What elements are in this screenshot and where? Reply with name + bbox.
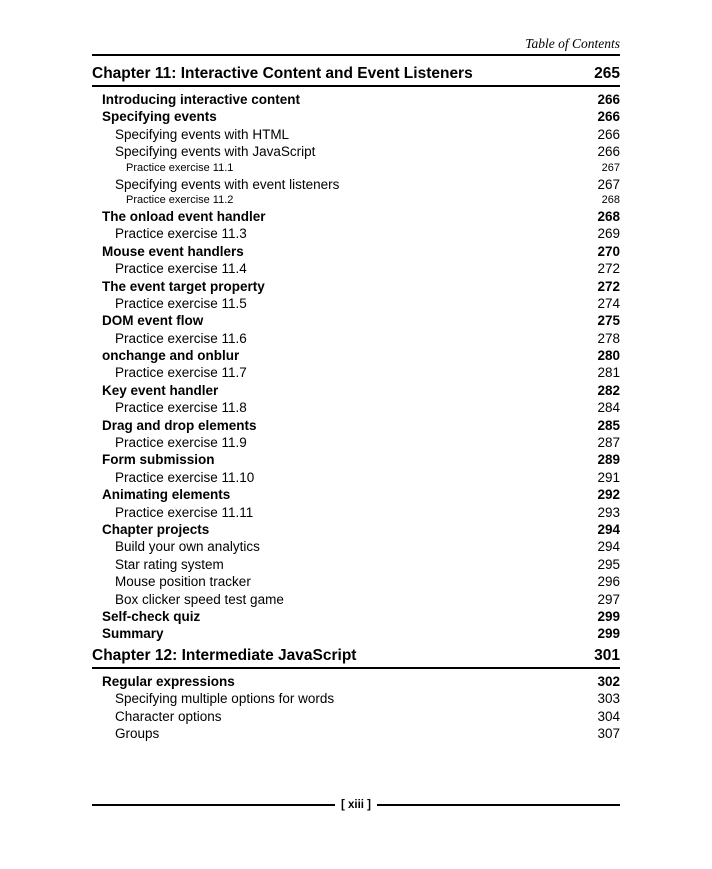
toc-entry-label: onchange and onblur — [102, 348, 240, 364]
toc-entry — [92, 556, 620, 573]
toc-entry-page: 296 — [597, 574, 620, 590]
toc-entry — [92, 434, 620, 451]
toc-entry-label: Drag and drop elements — [102, 417, 257, 433]
toc-entry-label: Form submission — [102, 452, 215, 468]
toc-entry — [92, 725, 620, 742]
toc-entry — [92, 591, 620, 608]
toc-entry — [92, 126, 620, 143]
toc-entry — [92, 312, 620, 329]
toc-entry-page: 270 — [597, 243, 620, 259]
toc-entry-page: 295 — [597, 556, 620, 572]
toc-entry-label: Box clicker speed test game — [115, 591, 284, 607]
toc-entry-page: 267 — [601, 161, 620, 174]
toc-entry-page: 307 — [597, 725, 620, 741]
toc-entry-label: Self-check quiz — [102, 608, 201, 624]
chapter-page-number: 265 — [594, 65, 620, 82]
toc-entry-label: Practice exercise 11.11 — [115, 504, 254, 520]
chapter-page-number: 301 — [594, 646, 620, 664]
toc-entry — [92, 608, 620, 625]
toc-entry — [92, 538, 620, 555]
toc-entry-page: 272 — [597, 278, 620, 294]
toc-entry — [92, 108, 620, 125]
toc-content — [92, 36, 620, 742]
chapter-12-section — [92, 647, 620, 743]
toc-entry — [92, 330, 620, 347]
toc-entry — [92, 243, 620, 260]
toc-entry — [92, 486, 620, 503]
toc-entry-label: Practice exercise 11.1 — [126, 161, 234, 174]
toc-entry-label: The onload event handler — [102, 208, 266, 224]
toc-entry — [92, 143, 620, 160]
toc-entry-label: Specifying events — [102, 109, 217, 125]
toc-entry-page: 269 — [597, 226, 620, 242]
toc-entry — [92, 399, 620, 416]
toc-entry — [92, 364, 620, 381]
chapter-title: Chapter 11: Interactive Content and Event Listeners — [92, 65, 473, 82]
toc-entry-page: 297 — [597, 591, 620, 607]
footer-rule-left — [92, 804, 335, 806]
toc-entry — [92, 161, 620, 176]
toc-entry-label: Practice exercise 11.5 — [115, 295, 247, 311]
toc-entry-page: 289 — [597, 452, 620, 468]
toc-entry-label: Summary — [102, 626, 164, 642]
chapter-entries — [92, 87, 620, 643]
toc-entry-page: 280 — [597, 348, 620, 364]
toc-entry-page: 294 — [597, 539, 620, 555]
toc-entry-page: 281 — [597, 365, 620, 381]
toc-entry — [92, 521, 620, 538]
toc-entry-page: 266 — [597, 126, 620, 142]
toc-entry — [92, 690, 620, 707]
page-footer — [92, 798, 620, 812]
toc-entry — [92, 382, 620, 399]
toc-entry-label: Key event handler — [102, 382, 219, 398]
toc-entry-page: 266 — [597, 144, 620, 160]
chapter-title: Chapter 12: Intermediate JavaScript — [92, 646, 357, 664]
toc-entry-label: Practice exercise 11.4 — [115, 261, 247, 277]
toc-entry-label: Build your own analytics — [115, 539, 260, 555]
toc-entry-page: 299 — [597, 608, 620, 624]
toc-entry-page: 287 — [597, 435, 620, 451]
toc-entry-page: 292 — [597, 487, 620, 503]
toc-entry — [92, 673, 620, 690]
toc-entry-label: Specifying events with JavaScript — [115, 144, 316, 160]
toc-entry-page: 275 — [597, 313, 620, 329]
toc-entry-page: 268 — [597, 208, 620, 224]
chapter-entries — [92, 669, 620, 743]
toc-entry-page: 268 — [601, 193, 620, 206]
toc-entry — [92, 193, 620, 208]
footer-page-number: [ xiii ] — [340, 799, 372, 811]
toc-entry-page: 266 — [597, 109, 620, 125]
toc-entry-page: 266 — [597, 92, 620, 107]
toc-entry-page: 284 — [597, 400, 620, 416]
toc-entry — [92, 625, 620, 642]
toc-entry-label: Mouse position tracker — [115, 574, 251, 590]
toc-entry — [92, 176, 620, 193]
toc-entry — [92, 347, 620, 364]
toc-entry-page: 285 — [597, 417, 620, 433]
toc-entry-label: The event target property — [102, 278, 265, 294]
toc-entry-label: Animating elements — [102, 487, 231, 503]
chapter-11-section — [92, 65, 620, 643]
toc-entry-page: 274 — [597, 295, 620, 311]
toc-entry-label: Practice exercise 11.9 — [115, 435, 247, 451]
toc-entry-label: Practice exercise 11.10 — [115, 469, 255, 485]
toc-entry — [92, 469, 620, 486]
toc-entry-label: DOM event flow — [102, 313, 204, 329]
toc-entry-label: Specifying events with event listeners — [115, 176, 340, 192]
toc-entry — [92, 208, 620, 225]
toc-entry-label: Mouse event handlers — [102, 243, 244, 259]
toc-entry-page: 291 — [597, 469, 620, 485]
toc-entry — [92, 278, 620, 295]
toc-entry-page: 282 — [597, 382, 620, 398]
footer-rule-right — [377, 804, 620, 806]
toc-entry-label: Introducing interactive content — [102, 92, 301, 107]
toc-entry — [92, 451, 620, 468]
toc-entry-label: Chapter projects — [102, 521, 210, 537]
toc-entry-page: 299 — [597, 626, 620, 642]
toc-entry — [92, 91, 620, 108]
toc-entry-label: Specifying events with HTML — [115, 126, 290, 142]
toc-entry-page: 272 — [597, 261, 620, 277]
running-header — [92, 36, 620, 54]
running-header-title: Table of Contents — [525, 36, 620, 51]
toc-entry-label: Practice exercise 11.8 — [115, 400, 247, 416]
toc-entry — [92, 260, 620, 277]
toc-entry-label: Regular expressions — [102, 673, 235, 689]
toc-entry-page: 302 — [597, 673, 620, 689]
toc-entry-label: Practice exercise 11.3 — [115, 226, 247, 242]
toc-entry — [92, 295, 620, 312]
toc-entry-label: Practice exercise 11.6 — [115, 330, 247, 346]
toc-entry-page: 278 — [597, 330, 620, 346]
toc-entry-page: 267 — [597, 176, 620, 192]
toc-entry-label: Specifying multiple options for words — [115, 691, 335, 707]
toc-entry — [92, 708, 620, 725]
toc-entry-label: Practice exercise 11.2 — [126, 193, 234, 206]
toc-entry-page: 303 — [597, 691, 620, 707]
toc-entry-page: 304 — [597, 708, 620, 724]
toc-entry — [92, 573, 620, 590]
toc-entry-page: 294 — [597, 521, 620, 537]
toc-entry — [92, 504, 620, 521]
toc-entry-label: Groups — [115, 725, 160, 741]
toc-entry-page: 293 — [597, 504, 620, 520]
header-rule — [92, 54, 620, 56]
chapter-heading — [92, 65, 620, 87]
toc-entry-label: Practice exercise 11.7 — [115, 365, 247, 381]
toc-entry — [92, 225, 620, 242]
toc-entry-label: Character options — [115, 708, 222, 724]
chapter-heading — [92, 647, 620, 669]
toc-entry — [92, 417, 620, 434]
toc-entry-label: Star rating system — [115, 556, 224, 572]
